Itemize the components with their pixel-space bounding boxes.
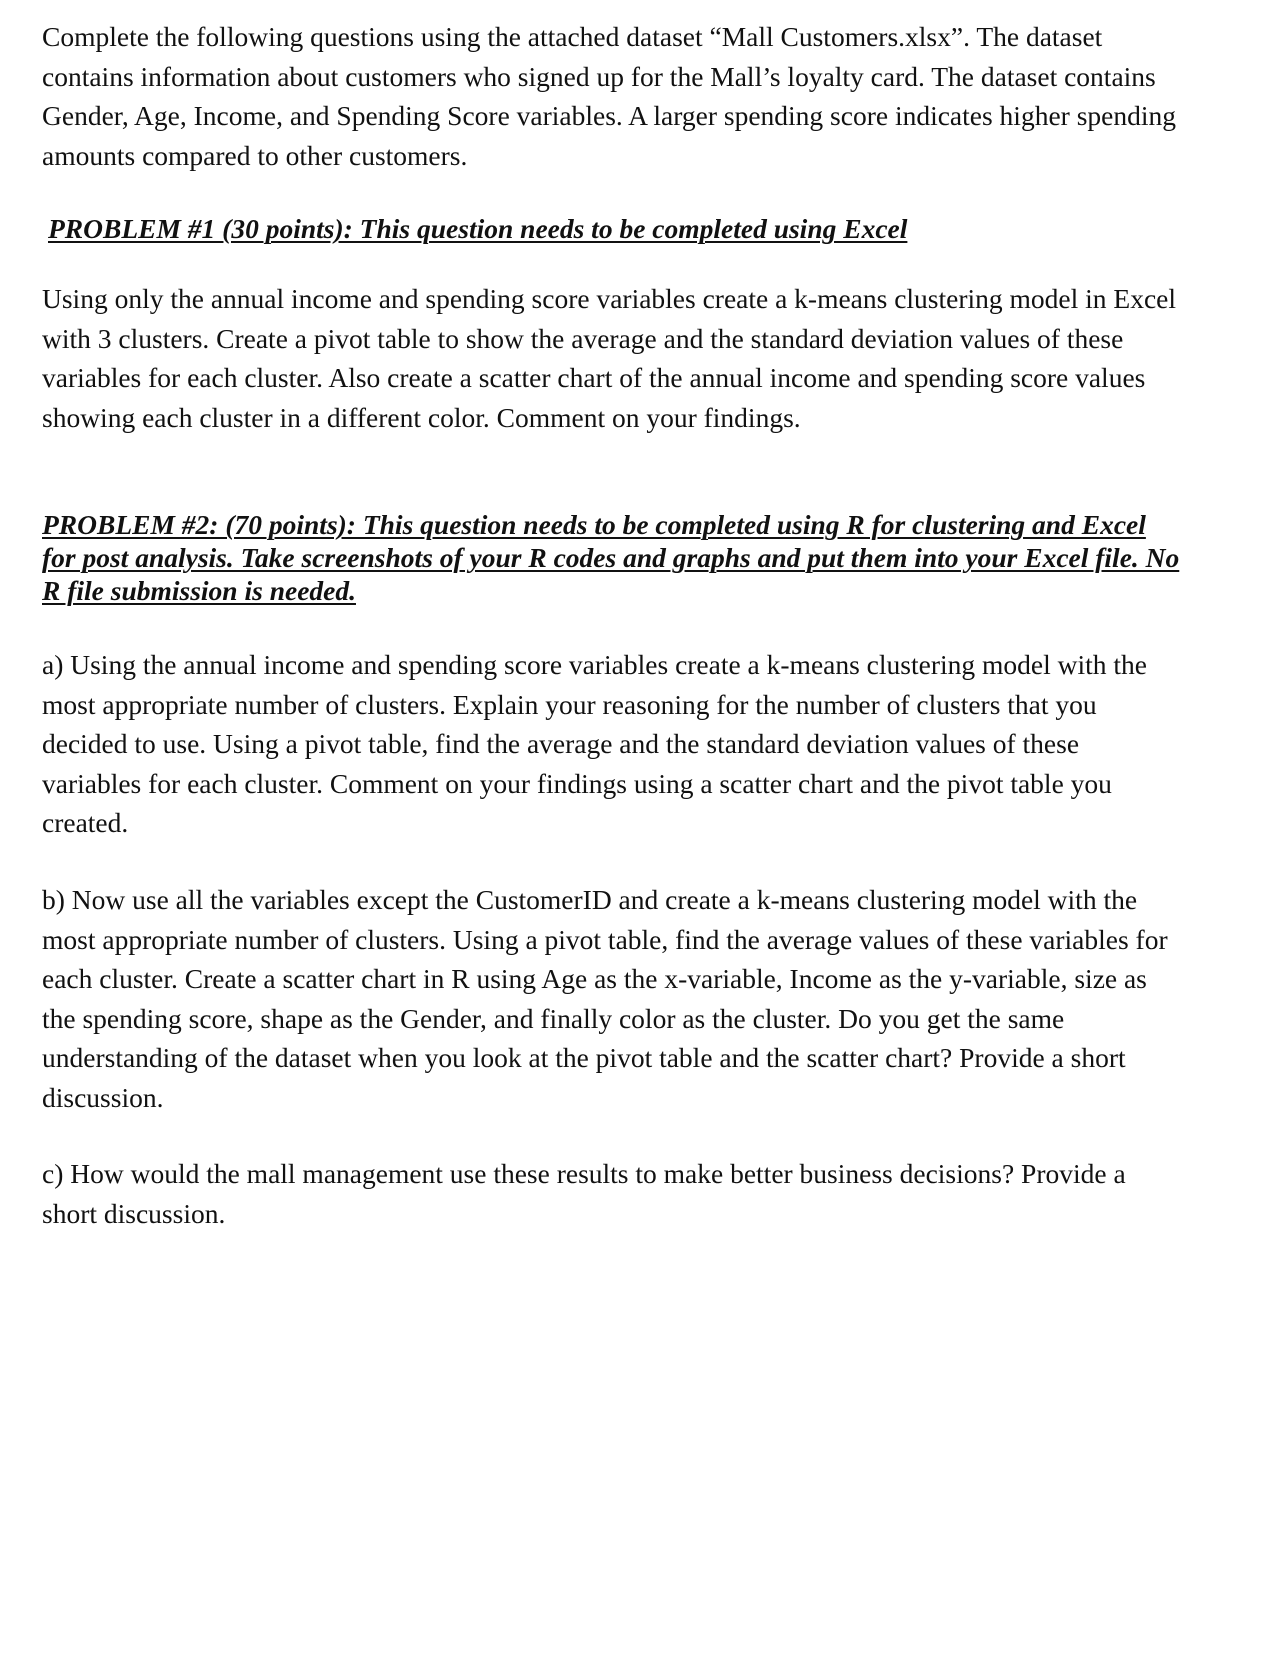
part-b-line: the spending score, shape as the Gender, and finally color as the cluster. Do you get the same xyxy=(42,1002,1065,1034)
problem-1-heading-line: PROBLEM #1 (30 points): This question needs to be completed using Excel xyxy=(48,213,908,244)
part-b-line: most appropriate number of clusters. Using a pivot table, find the average values of these variables for xyxy=(42,923,1168,955)
problem-2-heading-line: PROBLEM #2: (70 points): This question needs to be completed using R for clustering and Excel xyxy=(42,509,1146,540)
problem-1-body-line: with 3 clusters. Create a pivot table to show the average and the standard deviation values of these xyxy=(42,322,1124,354)
part-a-line: variables for each cluster. Comment on your findings using a scatter chart and the pivot table you xyxy=(42,767,1112,799)
intro-line: Complete the following questions using the attached dataset “Mall Customers.xlsx”. The dataset xyxy=(42,21,1103,52)
part-a-line: decided to use. Using a pivot table, find the average and the standard deviation values of these xyxy=(42,728,1080,759)
problem-1-body xyxy=(42,279,1257,437)
part-a-line: a) Using the annual income and spending score variables create a k-means clustering model with the xyxy=(42,649,1147,680)
problem-1-body-line: Using only the annual income and spending score variables create a k-means clustering model in Excel xyxy=(42,283,1176,314)
problem-2-heading xyxy=(42,508,1257,607)
part-b-line: each cluster. Create a scatter chart in R using Age as the x-variable, Income as the y-variable, size as xyxy=(42,963,1147,994)
problem-1-heading xyxy=(48,212,1263,245)
problem-2-part-b xyxy=(42,880,1257,1117)
intro-line: amounts compared to other customers. xyxy=(42,139,468,171)
part-a-line: most appropriate number of clusters. Explain your reasoning for the number of clusters that you xyxy=(42,688,1097,720)
problem-2-heading-line: R file submission is needed. xyxy=(42,575,356,606)
problem-2-part-a xyxy=(42,645,1257,843)
part-b-line: understanding of the dataset when you look at the pivot table and the scatter chart? Provide a short xyxy=(42,1042,1126,1073)
part-a-line: created. xyxy=(42,807,129,838)
problem-2-heading-line: for post analysis. Take screenshots of your R codes and graphs and put them into your Excel file. No xyxy=(42,542,1180,573)
problem-1-body-line: variables for each cluster. Also create a scatter chart of the annual income and spending score values xyxy=(42,362,1146,393)
part-b-line: discussion. xyxy=(42,1081,164,1113)
intro-line: contains information about customers who signed up for the Mall’s loyalty card. The dataset contains xyxy=(42,60,1156,92)
intro-line: Gender, Age, Income, and Spending Score variables. A larger spending score indicates higher spending xyxy=(42,100,1176,131)
problem-2-part-c xyxy=(42,1154,1257,1233)
problem-1-body-line: showing each cluster in a different color. Comment on your findings. xyxy=(42,401,801,433)
part-c-line: short discussion. xyxy=(42,1197,226,1229)
part-c-line: c) How would the mall management use these results to make better business decisions? Provide a xyxy=(42,1158,1126,1189)
part-b-line: b) Now use all the variables except the CustomerID and create a k-means clustering model with the xyxy=(42,884,1138,915)
intro-paragraph xyxy=(42,17,1257,175)
